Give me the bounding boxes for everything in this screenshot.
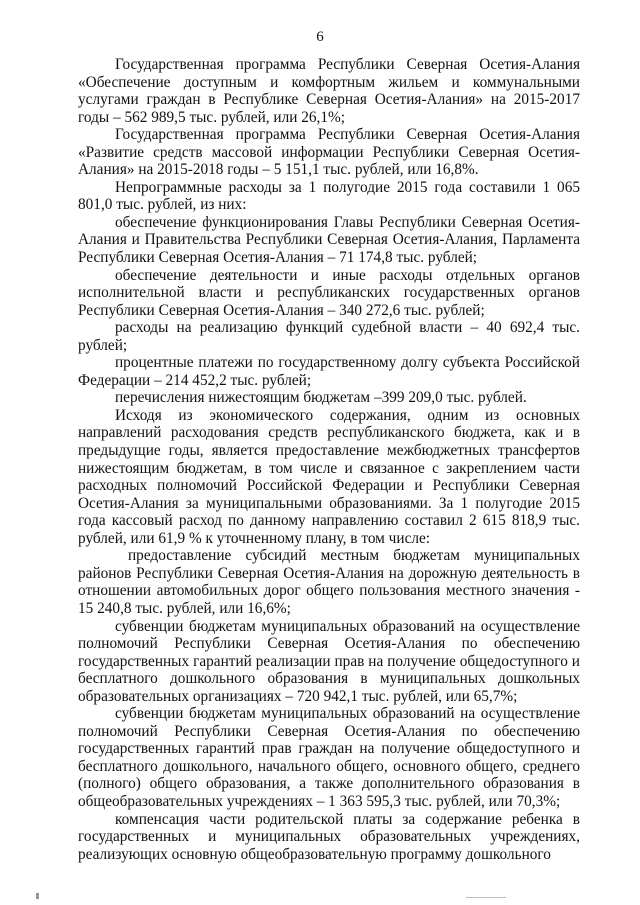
paragraph-preschool-subventions: субвенции бюджетам муниципальных образований на осуществление полномочий Республики Северная Осетия-Алания по обеспечению государственных гарантий реализации прав на получение общедоступного и бесплатного дошкольного образования в муниципальных дошкольных образовательных организациях – 720 942,1 тыс. рублей, или 65,7%; xyxy=(78,617,580,705)
paragraph-general-education-subventions: субвенции бюджетам муниципальных образований на осуществление полномочий Республики Северная Осетия-Алания по обеспечению государственных гарантий прав граждан на получение общедоступного и бесплатного дошкольного, начального общего, основного общего, среднего (полного) общего образования, а также дополнительного образования в общеобразовательных учреждениях – 1 363 595,3 тыс. рублей, или 70,3%; xyxy=(78,705,580,810)
paragraph-judicial: расходы на реализацию функций судебной власти – 40 692,4 тыс. рублей; xyxy=(78,319,580,354)
page-number: 6 xyxy=(316,29,324,45)
scan-mark xyxy=(36,893,39,899)
paragraph-housing-program: Государственная программа Республики Северная Осетия-Алания «Обеспечение доступным и комфортным жильем и коммунальными услугами граждан в Республике Северная Осетия-Алания» на 2015-2017 годы – 562 989,5 тыс. рублей, или 26,1%; xyxy=(78,56,580,126)
paragraph-nonprogram-expenses: Непрограммные расходы за 1 полугодие 2015 года составили 1 065 801,0 тыс. рублей, из них: xyxy=(78,178,580,214)
document-body xyxy=(78,56,580,863)
paragraph-transfers: перечисления нижестоящим бюджетам –399 209,0 тыс. рублей. xyxy=(115,389,527,407)
paragraph-executive-bodies: обеспечение деятельности и иные расходы отдельных органов исполнительной власти и республиканских государственных органов Республики Северная Осетия-Алания – 340 272,6 тыс. рублей; xyxy=(78,266,580,319)
paragraph-debt-interest: процентные платежи по государственному долгу субъекта Российской Федерации – 214 452,2 тыс. рублей; xyxy=(78,354,580,389)
paragraph-media-program: Государственная программа Республики Северная Осетия-Алания «Развитие средств массовой информации Республики Северная Осетия-Алания» на 2015-2018 годы – 5 151,1 тыс. рублей, или 16,8%. xyxy=(78,126,580,179)
scan-mark xyxy=(466,897,506,898)
paragraph-head-government: обеспечение функционирования Главы Республики Северная Осетия-Алания и Правительства Республики Северная Осетия-Алания, Парламента Республики Северная Осетия-Алания – 71 174,8 тыс. рублей; xyxy=(78,213,580,267)
paragraph-economic-content: Исходя из экономического содержания, одним из основных направлений расходования средств республиканского бюджета, как и в предыдущие годы, является предоставление межбюджетных трансфертов нижестоящим бюджетам, в том числе и связанное с закреплением части расходных полномочий Российской Федерации и Республики Северная Осетия-Алания за муниципальными образованиями. За 1 полугодие 2015 года кассовый расход по данному направлению составил 2 615 818,9 тыс. рублей, или 61,9 % к уточненному плану, в том числе: xyxy=(78,406,580,547)
paragraph-parent-fee-compensation: компенсация части родительской платы за содержание ребенка в государственных и муниципальных образовательных учреждениях, реализующих основную общеобразовательную программу дошкольного xyxy=(78,810,580,863)
paragraph-road-subsidies: предоставление субсидий местным бюджетам муниципальных районов Республики Северная Осетия-Алания на дорожную деятельность в отношении автомобильных дорог общего пользования местного значения - 15 240,8 тыс. рублей, или 16,6%; xyxy=(78,547,580,617)
